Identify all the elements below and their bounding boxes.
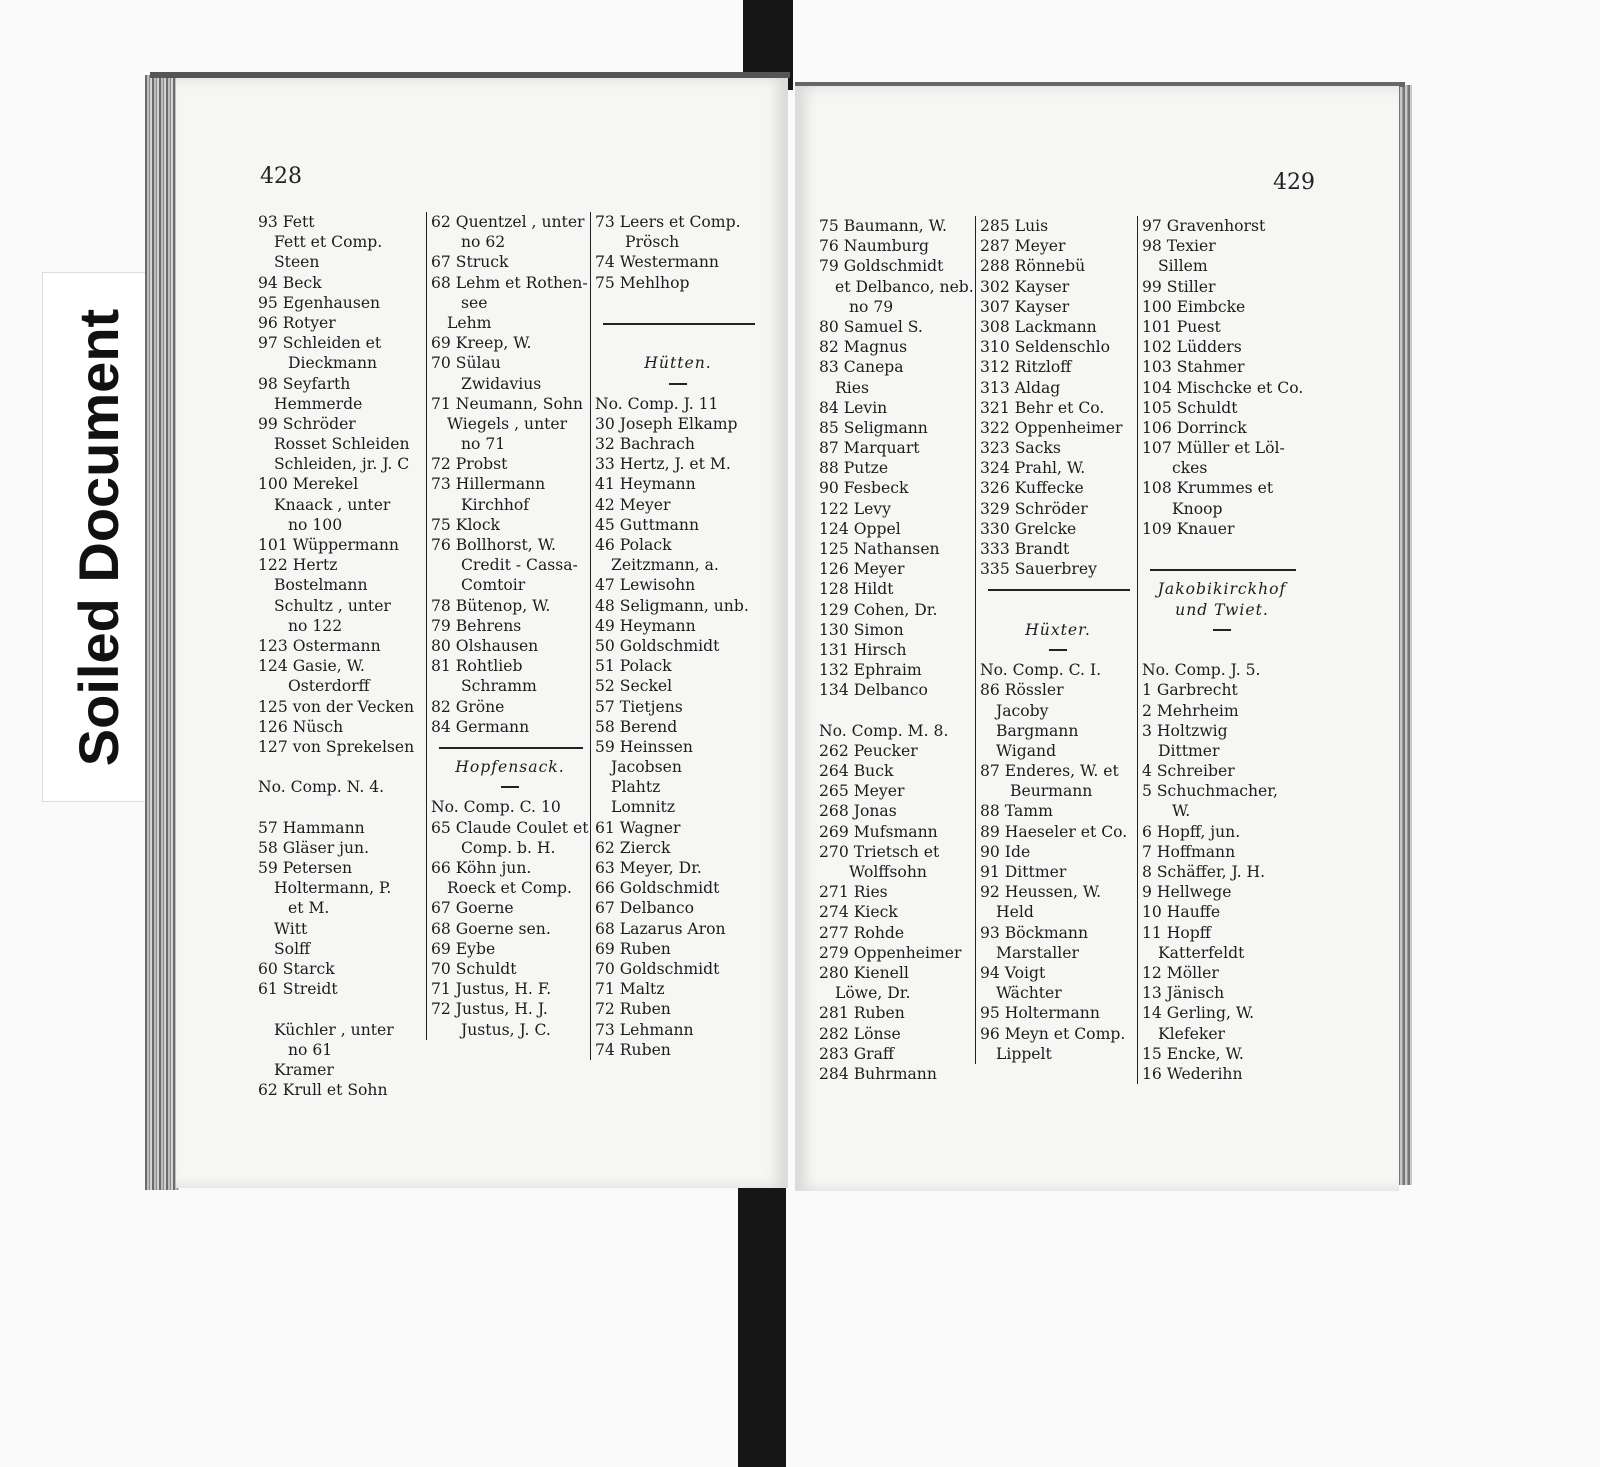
directory-entry: Hemmerde [274,394,363,413]
directory-entry: 126 Meyer [819,560,905,579]
directory-entry: 9 Hellwege [1142,883,1232,902]
directory-entry: 33 Hertz, J. et M. [595,455,731,474]
directory-entry: No. Comp. C. 10 [431,798,561,817]
directory-entry: 284 Buhrmann [819,1064,937,1083]
right-col-1 [819,216,974,1084]
directory-entry: 1 Garbrecht [1142,681,1238,700]
directory-entry: 99 Stiller [1142,277,1216,296]
directory-entry: 108 Krummes et [1142,479,1274,498]
directory-entry: 308 Lackmann [980,317,1097,336]
blank-line [819,701,971,721]
directory-entry: 73 Leers et Comp. [595,213,741,231]
directory-entry: 90 Ide [980,842,1031,861]
blank-line [1142,539,1302,559]
directory-entry: 45 Guttmann [595,515,700,534]
directory-entry: no 79 [849,297,894,316]
directory-entry: 281 Ruben [819,1004,905,1023]
directory-entry: 95 Holtermann [980,1004,1100,1023]
directory-entry: 107 Müller et Löl- [1142,439,1285,458]
directory-entry: 271 Ries [819,883,888,902]
directory-entry: 63 Meyer, Dr. [595,859,702,877]
directory-entry: 58 Berend [595,717,678,736]
section-heading: Jakobikirckhof [1157,580,1287,599]
directory-entry: 15 Encke, W. [1142,1044,1244,1063]
directory-entry: 83 Canepa [819,358,904,377]
directory-entry: 74 Westermann [595,253,719,272]
directory-entry: 129 Cohen, Dr. [819,600,938,619]
directory-entry: 130 Simon [819,620,904,639]
directory-entry: 127 von Sprekelsen [258,737,415,756]
directory-entry: No. Comp. M. 8. [819,721,949,740]
directory-entry: 62 Zierck [595,838,671,857]
directory-entry: 14 Gerling, W. [1142,1004,1255,1023]
directory-entry: Dieckmann [288,354,378,373]
directory-entry: Steen [274,253,320,272]
directory-entry: 41 Heymann [595,475,696,494]
directory-entry: No. Comp. C. I. [980,661,1102,680]
directory-entry: 68 Lehm et Rothen- [431,273,588,292]
directory-entry: 95 Egenhausen [258,293,381,312]
directory-entry: 102 Lüdders [1142,338,1242,357]
directory-entry: 270 Trietsch et [819,842,940,861]
directory-entry: 287 Meyer [980,237,1066,256]
section-rule [595,313,761,333]
directory-entry: 84 Levin [819,398,888,417]
blank-line [980,600,1136,620]
left-page-edges [145,75,179,1190]
directory-entry: 12 Möller [1142,963,1219,982]
directory-entry: 2 Mehrheim [1142,701,1239,720]
directory-entry: 68 Lazarus Aron [595,919,726,938]
directory-entry: 321 Behr et Co. [980,398,1105,417]
directory-entry: 98 Seyfarth [258,374,351,393]
directory-entry: 60 Starck [258,959,335,978]
directory-entry: 101 Wüppermann [258,536,399,554]
directory-entry: 66 Goldschmidt [595,879,720,898]
directory-entry: 324 Prahl, W. [980,459,1086,478]
directory-entry: 122 Hertz [258,556,338,575]
directory-entry: 268 Jonas [819,802,897,821]
directory-entry: 94 Voigt [980,963,1046,982]
directory-entry: 78 Bütenop, W. [431,596,551,615]
directory-entry: Ries [835,378,869,397]
directory-entry: 75 Mehlhop [595,273,690,292]
directory-entry: Dittmer [1158,741,1220,760]
directory-entry: 269 Mufsmann [819,822,938,841]
directory-entry: Knaack , unter [274,495,391,514]
directory-entry: 109 Knauer [1142,519,1235,538]
directory-entry: No. Comp. J. 5. [1142,661,1261,680]
directory-entry: No. Comp. N. 4. [258,778,385,797]
directory-entry: Kramer [274,1060,334,1079]
right-col-2 [975,216,1136,1064]
directory-entry: see [461,293,488,312]
directory-entry: Schleiden, jr. J. C [274,455,410,474]
directory-entry: Jacobsen [611,758,682,777]
section-dash [1142,620,1302,640]
directory-entry: 101 Puest [1142,317,1221,336]
directory-entry: Bostelmann [274,576,368,595]
directory-entry: ckes [1172,459,1208,478]
directory-entry: 326 Kuffecke [980,479,1084,498]
directory-entry: Jacoby [996,701,1049,720]
directory-entry: no 122 [288,616,343,635]
directory-entry: 68 Goerne sen. [431,919,551,938]
directory-entry: 94 Beck [258,273,322,292]
directory-entry: 62 Quentzel , unter [431,213,585,231]
directory-entry: Knoop [1172,499,1223,518]
directory-entry: 11 Hopff [1142,923,1211,942]
directory-entry: 70 Goldschmidt [595,959,720,978]
directory-entry: Marstaller [996,943,1079,962]
directory-entry: 3 Holtzwig [1142,721,1228,740]
left-page [176,78,788,1188]
right-col-3 [1137,216,1302,1084]
directory-entry: 69 Ruben [595,939,671,958]
directory-entry: 98 Texier [1142,237,1216,256]
directory-entry: 73 Lehmann [595,1020,694,1039]
directory-entry: Bargmann [996,721,1079,740]
directory-entry: 10 Hauffe [1142,903,1221,922]
directory-entry: no 100 [288,515,343,534]
section-dash [980,640,1136,660]
directory-entry: 47 Lewisohn [595,576,696,595]
directory-entry: 86 Rössler [980,681,1064,700]
directory-entry: Comtoir [461,576,526,595]
directory-entry: 67 Goerne [431,899,514,918]
left-col-1 [258,212,422,1100]
directory-entry: 7 Hoffmann [1142,842,1236,861]
directory-entry: Comp. b. H. [461,838,556,857]
blank-line [595,293,761,313]
directory-entry: 307 Kayser [980,297,1070,316]
right-page [795,86,1399,1191]
directory-entry: 51 Polack [595,657,672,676]
directory-entry: 30 Joseph Elkamp [595,414,738,433]
directory-entry: 124 Gasie, W. [258,657,365,676]
directory-entry: Holtermann, P. [274,879,392,898]
directory-entry: 125 Nathansen [819,540,940,558]
directory-entry: 71 Neumann, Sohn [431,394,583,413]
directory-entry: 81 Rohtlieb [431,657,523,676]
directory-entry: 100 Merekel [258,475,359,494]
directory-entry: 126 Nüsch [258,717,344,736]
directory-entry: 264 Buck [819,762,894,781]
binding-strip-bottom [738,1188,786,1467]
page-number: 429 [1273,170,1315,195]
directory-entry: 67 Delbanco [595,899,694,918]
directory-entry: 88 Putze [819,459,889,478]
directory-entry: 123 Ostermann [258,636,381,655]
directory-entry: 283 Graff [819,1044,895,1063]
directory-entry: 322 Oppenheimer [980,418,1123,437]
section-heading: Hütten. [644,354,712,373]
directory-entry: 76 Naumburg [819,237,930,256]
directory-entry: Justus, J. C. [461,1020,551,1039]
directory-entry: 274 Kieck [819,903,898,922]
directory-entry: 134 Delbanco [819,681,928,700]
directory-entry: Credit - Cassa- [461,556,578,575]
directory-entry: no 61 [288,1040,333,1059]
directory-entry: 285 Luis [980,217,1049,235]
directory-entry: 312 Ritzloff [980,358,1072,377]
directory-entry: 75 Klock [431,515,501,534]
directory-entry: 61 Streidt [258,980,338,999]
directory-entry: 97 Gravenhorst [1142,217,1266,235]
directory-entry: Kirchhof [461,495,530,514]
directory-entry: Wigand [996,741,1057,760]
directory-entry: 330 Grelcke [980,519,1077,538]
directory-entry: Roeck et Comp. [447,879,572,898]
directory-entry: 282 Lönse [819,1024,901,1043]
section-dash [431,777,589,797]
blank-line [1142,640,1302,660]
directory-entry: Lomnitz [611,798,676,817]
directory-entry: 74 Ruben [595,1040,671,1059]
directory-entry: Sillem [1158,257,1208,276]
directory-entry: Prösch [625,233,680,252]
directory-entry: 72 Justus, H. J. [431,1000,548,1019]
directory-entry: 124 Oppel [819,519,901,538]
directory-entry: Lehm [447,313,492,332]
directory-entry: Plahtz [611,778,661,797]
directory-entry: 73 Hillermann [431,475,546,494]
directory-entry: Witt [274,919,308,938]
directory-entry: 79 Behrens [431,616,522,635]
section-rule [1142,559,1302,579]
directory-entry: no 62 [461,233,506,252]
directory-entry: 80 Samuel S. [819,317,923,336]
directory-entry: 80 Olshausen [431,636,539,655]
soiled-document-label [42,272,156,802]
directory-entry: 32 Bachrach [595,435,695,454]
directory-entry: 90 Fesbeck [819,479,909,498]
directory-entry: et M. [288,899,330,918]
directory-entry: 302 Kayser [980,277,1070,296]
directory-entry: 72 Probst [431,455,508,474]
directory-entry: 79 Goldschmidt [819,257,944,276]
directory-entry: 329 Schröder [980,499,1088,518]
directory-entry: No. Comp. J. 11 [595,394,719,413]
directory-entry: 59 Heinssen [595,737,693,756]
directory-entry: Klefeker [1158,1024,1225,1043]
directory-entry: 87 Enderes, W. et [980,762,1119,781]
directory-entry: 59 Petersen [258,859,353,877]
directory-entry: 84 Germann [431,717,530,736]
directory-entry: 50 Goldschmidt [595,636,720,655]
directory-entry: 280 Kienell [819,963,909,982]
section-rule [431,737,589,757]
directory-entry: 46 Polack [595,536,672,554]
page-number: 428 [260,164,302,189]
directory-entry: 103 Stahmer [1142,358,1245,377]
section-heading: Hüxter. [1025,620,1091,639]
directory-entry: 89 Haeseler et Co. [980,822,1128,841]
directory-entry: 104 Mischcke et Co. [1142,378,1304,397]
directory-entry: 288 Rönnebü [980,257,1086,276]
directory-entry: 105 Schuldt [1142,398,1238,417]
directory-entry: Schramm [461,677,537,696]
directory-entry: 76 Bollhorst, W. [431,536,556,554]
directory-entry: 69 Eybe [431,939,496,958]
directory-entry: 57 Tietjens [595,697,683,716]
directory-entry: 6 Hopff, jun. [1142,822,1241,841]
directory-entry: Löwe, Dr. [835,984,911,1003]
blank-line [258,757,422,777]
left-col-3 [590,212,761,1060]
directory-entry: 71 Justus, H. F. [431,980,552,999]
section-heading: Hopfensack. [455,758,565,777]
directory-entry: W. [1172,802,1191,821]
directory-entry: Lippelt [996,1044,1052,1063]
directory-entry: no 71 [461,435,506,454]
directory-entry: 4 Schreiber [1142,762,1235,781]
directory-entry: Solff [274,939,311,958]
directory-entry: 87 Marquart [819,439,920,458]
directory-entry: 66 Köhn jun. [431,859,532,877]
directory-entry: 279 Oppenheimer [819,943,962,962]
directory-entry: 97 Schleiden et [258,334,382,353]
directory-entry: Küchler , unter [274,1020,394,1039]
directory-entry: 96 Meyn et Comp. [980,1024,1126,1043]
directory-entry: 8 Schäffer, J. H. [1142,863,1266,881]
directory-entry: 96 Rotyer [258,313,336,332]
directory-entry: 61 Wagner [595,818,681,837]
directory-entry: 93 Böckmann [980,923,1088,942]
directory-entry: 65 Claude Coulet et [431,818,589,837]
directory-entry: Wiegels , unter [447,414,568,433]
directory-entry: 106 Dorrinck [1142,418,1247,437]
directory-entry: Katterfeldt [1158,943,1245,962]
directory-entry: Osterdorff [288,677,370,696]
directory-entry: 122 Levy [819,499,891,518]
directory-entry: Schultz , unter [274,596,391,615]
directory-entry: 88 Tamm [980,802,1053,821]
directory-entry: Wächter [996,984,1062,1003]
directory-entry: 13 Jänisch [1142,984,1225,1003]
blank-line [258,797,422,817]
directory-entry: 125 von der Vecken [258,697,415,716]
blank-line [258,999,422,1019]
section-dash [595,374,761,394]
directory-entry: 323 Sacks [980,439,1061,458]
directory-entry: 16 Wederihn [1142,1064,1243,1083]
directory-entry: 310 Seldenschlo [980,338,1111,357]
directory-entry: 277 Rohde [819,923,905,942]
directory-entry: 92 Heussen, W. [980,883,1102,902]
directory-entry: Held [996,903,1034,922]
directory-entry: 70 Schuldt [431,959,517,978]
directory-entry: 57 Hammann [258,818,365,837]
directory-entry: Zwidavius [461,374,542,393]
directory-entry: 58 Gläser jun. [258,838,370,857]
directory-entry: 91 Dittmer [980,863,1067,881]
directory-entry: 128 Hildt [819,580,894,599]
directory-entry: 5 Schuchmacher, [1142,782,1278,801]
directory-entry: Fett et Comp. [274,233,383,252]
directory-entry: 132 Ephraim [819,661,922,680]
directory-entry: 48 Seligmann, unb. [595,596,749,615]
directory-entry: 85 Seligmann [819,418,928,437]
directory-entry: Beurmann [1010,782,1093,801]
right-page-edges [1398,85,1412,1185]
blank-line [595,333,761,353]
directory-entry: 82 Magnus [819,338,908,357]
directory-entry: 75 Baumann, W. [819,217,947,235]
directory-entry: 265 Meyer [819,782,905,801]
directory-entry: 333 Brandt [980,540,1070,558]
section-heading: und Twiet. [1175,600,1269,619]
directory-entry: 131 Hirsch [819,640,907,659]
directory-entry: 69 Kreep, W. [431,334,532,353]
directory-entry: 313 Aldag [980,378,1061,397]
directory-entry: Zeitzmann, a. [611,556,719,575]
section-rule [980,579,1136,599]
directory-entry: 100 Eimbcke [1142,297,1246,316]
label-text: Soiled Document [67,308,131,766]
directory-entry: Rosset Schleiden [274,435,410,454]
directory-entry: 72 Ruben [595,1000,671,1019]
directory-entry: 99 Schröder [258,414,356,433]
directory-entry: 67 Struck [431,253,509,272]
directory-entry: 42 Meyer [595,495,671,514]
directory-entry: 262 Peucker [819,741,918,760]
directory-entry: 93 Fett [258,213,315,231]
directory-entry: 82 Gröne [431,697,505,716]
directory-entry: 62 Krull et Sohn [258,1081,388,1100]
directory-entry: 52 Seckel [595,677,673,696]
left-col-2 [426,212,589,1040]
directory-entry: Wolffsohn [849,863,927,881]
directory-entry: 71 Maltz [595,980,665,999]
directory-entry: 70 Sülau [431,354,501,373]
directory-entry: 49 Heymann [595,616,696,635]
directory-entry: 335 Sauerbrey [980,560,1097,579]
directory-entry: et Delbanco, neb. [835,277,974,296]
